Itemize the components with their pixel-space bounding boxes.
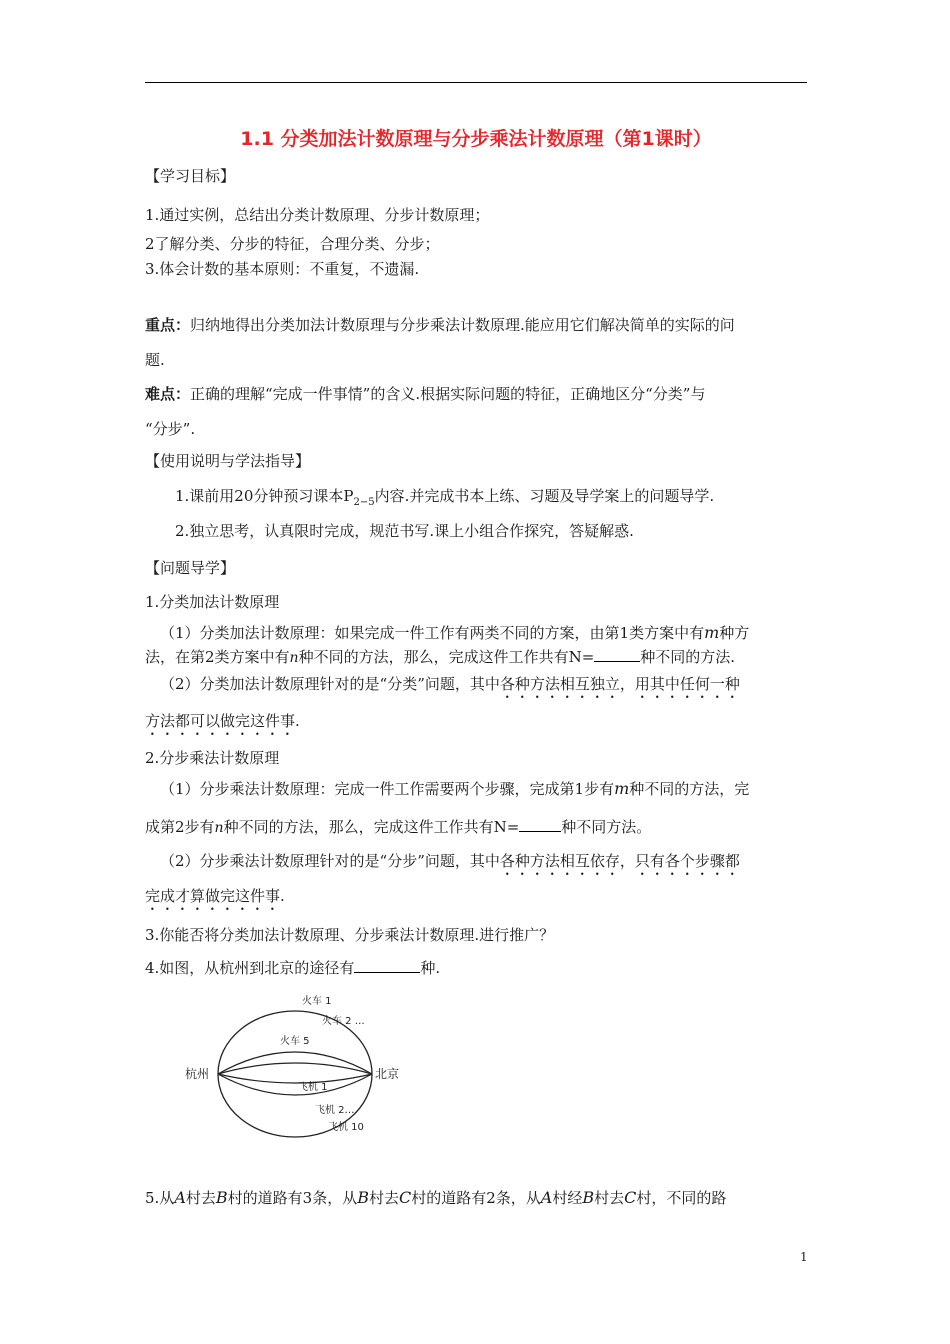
s1-paragraph1-line2 xyxy=(145,647,735,668)
var-B: B xyxy=(215,1188,228,1207)
s2-paragraph1-line2 xyxy=(145,817,651,838)
s1-paragraph1-line1 xyxy=(160,623,749,643)
label-plane-1: 飞机 1 xyxy=(298,1082,328,1093)
section2-title: 2.分步乘法计数原理 xyxy=(145,749,280,767)
question-4 xyxy=(145,958,440,978)
label-plane-10: 飞机 10 xyxy=(328,1122,364,1133)
train-route-5 xyxy=(218,1063,372,1074)
s2-p2-emphasis-2: 完成才算做完这件事 xyxy=(145,887,281,905)
goals-heading: 【学习目标】 xyxy=(145,167,236,185)
s1-p1-text-a: （1）分类加法计数原理：如果完成一件工作有两类不同的方案，由第1类方案中有 xyxy=(160,624,705,642)
usage-item-1-post: 内容.并完成书本上练、习题及导学案上的问题导学. xyxy=(374,487,715,505)
q5-text-b: 村去 xyxy=(185,1189,216,1207)
var-B-2: B xyxy=(357,1188,369,1207)
outer-route-ellipse xyxy=(218,1011,372,1137)
usage-item-1 xyxy=(175,486,714,513)
s1-p1-text-c: 法，在第2类方案中有 xyxy=(145,648,290,666)
goal-item-2: 2了解分类、分步的特征，合理分类、分步； xyxy=(145,235,440,253)
city-hangzhou: 杭州 xyxy=(185,1067,210,1081)
s2-p1-text-a: （1）分步乘法计数原理：完成一件工作需要两个步骤，完成第1步有 xyxy=(160,780,615,798)
q4-text-b: 种. xyxy=(420,959,441,977)
s2-p2-end: . xyxy=(280,887,285,905)
question-5 xyxy=(145,1188,726,1208)
usage-item-1-pre: 1.课前用20分钟预习课本P xyxy=(175,487,354,505)
var-n-2: n xyxy=(214,820,224,836)
s2-paragraph2-line1 xyxy=(160,851,740,879)
city-beijing: 北京 xyxy=(375,1067,400,1081)
plane-route-2 xyxy=(218,1074,372,1095)
label-plane-2: 飞机 2… xyxy=(315,1105,355,1116)
var-m-2: m xyxy=(614,779,630,798)
s1-p2-text-a: （2）分类加法计数原理针对的是“分类”问题，其中 xyxy=(160,675,500,693)
question-3: 3.你能否将分类加法计数原理、分步乘法计数原理.进行推广？ xyxy=(145,926,555,944)
q5-text-d: 村去 xyxy=(368,1189,399,1207)
difficulties-text: 正确的理解“完成一件事情”的含义.根据实际问题的特征，正确地区分“分类”与 xyxy=(190,385,706,403)
usage-item-2: 2.独立思考，认真限时完成，规范书写.课上小组合作探究，答疑解惑. xyxy=(175,522,634,540)
s1-paragraph2-line2 xyxy=(145,711,300,739)
page-number: 1 xyxy=(800,1250,808,1264)
header-rule xyxy=(145,82,807,83)
s1-paragraph2-line1 xyxy=(160,674,740,702)
answer-blank-product[interactable] xyxy=(519,817,561,832)
key-points xyxy=(145,315,735,335)
key-points-text: 归纳地得出分类加法计数原理与分步乘法计数原理.能应用它们解决简单的实际的问 xyxy=(190,316,735,334)
s1-p1-text-e: 种不同的方法. xyxy=(640,648,736,666)
answer-blank-routes[interactable] xyxy=(354,958,420,973)
answer-blank-sum[interactable] xyxy=(594,647,640,662)
label-train-5: 火车 5 xyxy=(280,1036,310,1047)
page-title: 1.1 分类加法计数原理与分步乘法计数原理（第1课时） xyxy=(240,128,712,150)
q5-text-f: 村经 xyxy=(552,1189,583,1207)
s2-p1-text-c: 成第2步有 xyxy=(145,818,215,836)
s2-paragraph1-line1 xyxy=(160,779,749,799)
plane-route-1 xyxy=(218,1074,372,1083)
q4-text-a: 4.如图，从杭州到北京的途径有 xyxy=(145,959,355,977)
s2-p2-text-a: （2）分步乘法计数原理针对的是“分步”问题，其中 xyxy=(160,852,500,870)
q5-text-e: 村的道路有2条，从 xyxy=(411,1189,541,1207)
difficulties-label: 难点： xyxy=(145,385,191,403)
s1-p1-text-b: 种方 xyxy=(719,624,750,642)
usage-heading: 【使用说明与学法指导】 xyxy=(145,452,311,470)
label-train-2: 火车 2 … xyxy=(322,1016,365,1027)
guide-heading: 【问题导学】 xyxy=(145,559,236,577)
var-n: n xyxy=(289,650,299,666)
q5-text-g: 村去 xyxy=(594,1189,625,1207)
key-points-label: 重点： xyxy=(145,316,191,334)
s1-p2-end: . xyxy=(295,712,300,730)
goal-item-3: 3.体会计数的基本原则：不重复，不遗漏. xyxy=(145,260,420,278)
q5-text-c: 村的道路有3条，从 xyxy=(227,1189,358,1207)
q5-text-h: 村，不同的路 xyxy=(636,1189,727,1207)
q5-text-a: 5.从 xyxy=(145,1189,175,1207)
s2-p1-text-e: 种不同方法。 xyxy=(561,818,652,836)
key-points-line2: 题. xyxy=(145,351,165,369)
s1-p2-emphasis: 各种方法相互独立，用其中任何一种 xyxy=(499,675,740,693)
goal-item-1: 1.通过实例，总结出分类计数原理、分步计数原理； xyxy=(145,206,490,224)
var-A: A xyxy=(174,1188,186,1207)
s2-p1-text-b: 种不同的方法，完 xyxy=(629,780,750,798)
var-A-2: A xyxy=(540,1188,553,1207)
s2-p2-emphasis: 各种方法相互依存，只有各个步骤都 xyxy=(499,852,740,870)
usage-page-range: 2−5 xyxy=(353,497,375,508)
section1-title: 1.分类加法计数原理 xyxy=(145,593,280,611)
s1-p1-text-d: 种不同的方法，那么，完成这件工作共有N= xyxy=(298,648,595,666)
route-diagram xyxy=(180,990,420,1140)
var-C-2: C xyxy=(624,1188,637,1207)
var-B-3: B xyxy=(582,1188,595,1207)
var-C: C xyxy=(398,1188,412,1207)
label-train-1: 火车 1 xyxy=(302,996,332,1007)
s2-p1-text-d: 种不同的方法，那么，完成这件工作共有N= xyxy=(223,818,520,836)
var-m: m xyxy=(704,623,720,642)
difficulties xyxy=(145,384,705,404)
s2-paragraph2-line2 xyxy=(145,886,285,914)
s1-p2-emphasis-2: 方法都可以做完这件事 xyxy=(145,712,296,730)
difficulties-line2: “分步”. xyxy=(145,420,196,438)
